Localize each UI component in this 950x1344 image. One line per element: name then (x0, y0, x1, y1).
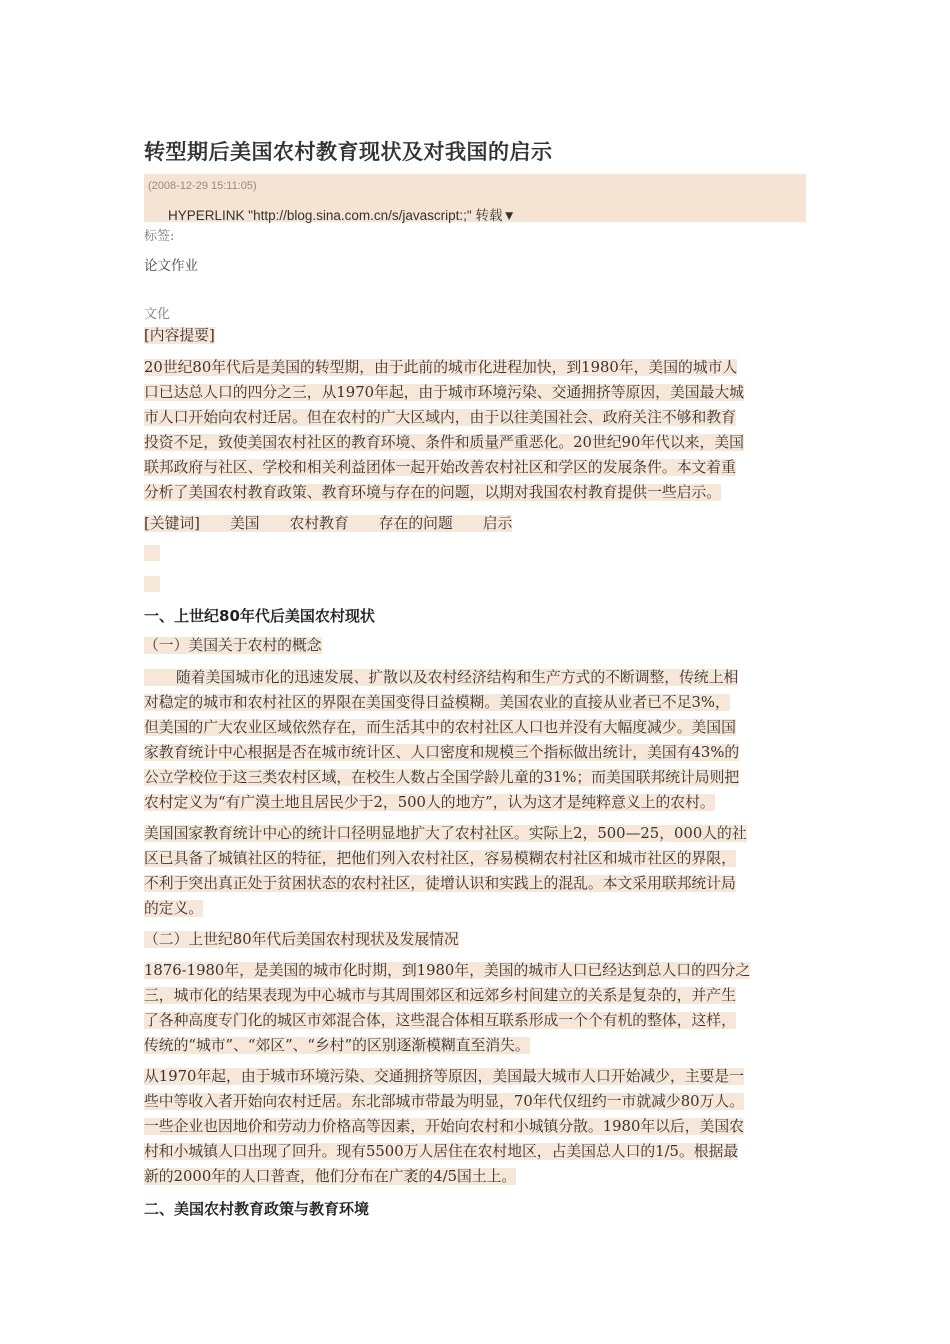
paragraph-line: 对稳定的城市和农村社区的界限在美国变得日益模糊。美国农业的直接从业者已不足3%， (144, 694, 730, 711)
paragraph-line: 随着美国城市化的迅速发展、扩散以及农村经济结构和生产方式的不断调整，传统上相 (144, 669, 738, 686)
paragraph-line: 了各种高度专门化的城区市郊混合体，这些混合体相互联系形成一个个有机的整体，这样， (144, 1012, 736, 1029)
repost-link[interactable]: HYPERLINK "http://blog.sina.com.cn/s/javascript:;" 转载▼ (168, 208, 516, 223)
empty-highlight-marker (144, 576, 160, 592)
paragraph-line: 农村定义为“有广漠土地且居民少于2，500人的地方”，认为这才是纯粹意义上的农村。 (144, 794, 715, 811)
paragraph-line: 公立学校位于这三类农村区域，在校生人数占全国学龄儿童的31%；而美国联邦统计局则把 (144, 769, 740, 786)
keywords-label: [关键词] (144, 515, 200, 532)
article-title: 转型期后美国农村教育现状及对我国的启示 (144, 140, 553, 164)
paragraph-line: 些中等收入者开始向农村迁居。东北部城市带最为明显，70年代仅纽约一市就减少80万人。 (144, 1093, 744, 1110)
post-date: (2008-12-29 15:11:05) (148, 180, 257, 192)
paragraph-line: 从1970年起，由于城市环境污染、交通拥挤等原因，美国最大城市人口开始减少，主要是一 (144, 1068, 744, 1085)
paragraph-line: 家教育统计中心根据是否在城市统计区、人口密度和规模三个指标做出统计，美国有43%的 (144, 744, 740, 761)
paragraph-line: 1876-1980年，是美国的城市化时期，到1980年，美国的城市人口已经达到总人口的四分之 (144, 962, 751, 979)
summary-label: [内容提要] (144, 327, 215, 344)
paragraph-line: 美国国家教育统计中心的统计口径明显地扩大了农村社区。实际上2，500—25，000人的社 (144, 825, 747, 842)
summary-line: 20世纪80年代后是美国的转型期，由于此前的城市化进程加快，到1980年，美国的城市人 (144, 359, 738, 376)
empty-highlight-marker (144, 545, 160, 561)
summary-line: 口已达总人口的四分之三，从1970年起，由于城市环境污染、交通拥挤等原因，美国最大城 (144, 384, 744, 401)
tag-link-2[interactable]: 文化 (144, 307, 171, 322)
keyword: 农村教育 (289, 515, 349, 532)
keyword: 存在的问题 (378, 515, 453, 532)
section-heading: 二、美国农村教育政策与教育环境 (144, 1200, 370, 1218)
tags-label: 标签: (144, 229, 175, 244)
summary-line: 联邦政府与社区、学校和相关利益团体一起开始改善农村社区和学区的发展条件。本文着重 (144, 459, 736, 476)
keyword: 美国 (229, 515, 260, 532)
paragraph-line: 新的2000年的人口普查，他们分布在广袤的4/5国土上。 (144, 1168, 517, 1185)
subsection-heading: （二）上世纪80年代后美国农村现状及发展情况 (144, 931, 459, 948)
keywords-row (144, 515, 512, 532)
paragraph-line: 的定义。 (144, 900, 204, 917)
paragraph-line: 不利于突出真正处于贫困状态的农村社区，徒增认识和实践上的混乱。本文采用联邦统计局 (144, 875, 736, 892)
paragraph-line: 村和小城镇人口出现了回升。现有5500万人居住在农村地区，占美国总人口的1/5。根据最 (144, 1143, 739, 1160)
subsection-heading: （一）美国关于农村的概念 (144, 637, 322, 654)
paragraph-line: 三，城市化的结果表现为中心城市与其周围郊区和远郊乡村间建立的关系是复杂的，并产生 (144, 987, 736, 1004)
summary-line: 分析了美国农村教育政策、教育环境与存在的问题，以期对我国农村教育提供一些启示。 (144, 484, 722, 501)
article-meta-box (144, 174, 806, 222)
section-heading: 一、上世纪80年代后美国农村现状 (144, 607, 375, 625)
paragraph-line: 一些企业也因地价和劳动力价格高等因素，开始向农村和小城镇分散。1980年以后，美国农 (144, 1118, 744, 1135)
paragraph-line: 区已具备了城镇社区的特征，把他们列入农村社区，容易模糊农村社区和城市社区的界限， (144, 850, 736, 867)
keyword: 启示 (482, 515, 513, 532)
paragraph-line: 传统的“城市”、“郊区”、“乡村”的区别逐渐模糊直至消失。 (144, 1037, 530, 1054)
summary-line: 市人口开始向农村迁居。但在农村的广大区域内，由于以往美国社会、政府关注不够和教育 (144, 409, 736, 426)
summary-line: 投资不足，致使美国农村社区的教育环境、条件和质量严重恶化。20世纪90年代以来，美国 (144, 434, 744, 451)
paragraph-line: 但美国的广大农业区域依然存在，而生活其中的农村社区人口也并没有大幅度减少。美国国 (144, 719, 736, 736)
tag-link-1[interactable]: 论文作业 (144, 258, 198, 274)
